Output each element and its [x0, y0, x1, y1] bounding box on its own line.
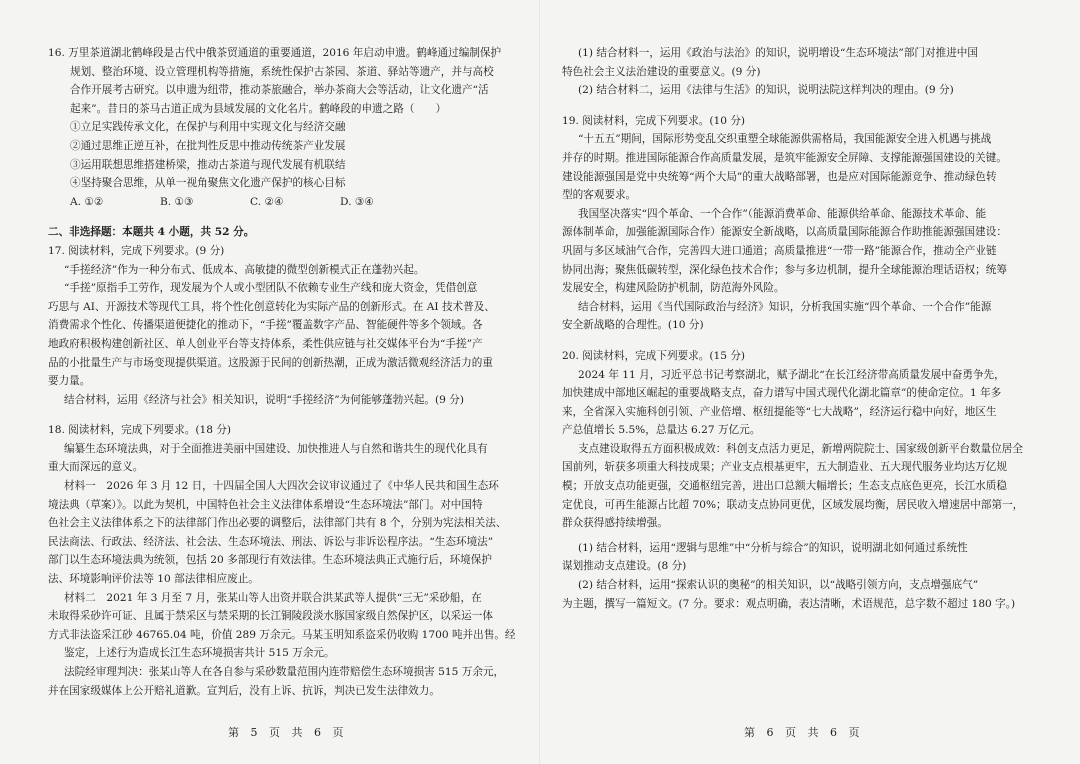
q20-sub-2: (2) 结合材料，运用“探索认识的奥秘”的相关知识，以“战略引领方向，支点增强底气”	[578, 579, 979, 592]
option-d: D. ③④	[340, 195, 374, 208]
q19-line: 我国坚决落实“四个革命、一个合作”（能源消费革命、能源供给革命、能源技术革命、能	[578, 207, 987, 220]
q17-line: 巧思与 AI、开源技术等现代工具，将个性化创意转化为实际产品的创新形式。在 AI 技术普及、	[48, 300, 495, 313]
q19-line: 建设能源强国是党中央统筹“两个大局”的重大战略部署，也是应对国际能源竞争、推动绿色转	[562, 170, 997, 183]
q19-line: 协同出海；聚焦低碳转型，深化绿色技术合作；参与多边机制，提升全球能源治理话语权；统筹	[562, 263, 1007, 276]
q20-line: 来，全省深入实施科创引领、产业倍增、枢纽提能等“七大战略”，经济运行稳中向好，地区生	[562, 405, 997, 418]
q16-line: 起来”。昔日的茶马古道正成为县域发展的文化名片。鹤峰段的申遗之路（ ）	[70, 102, 447, 115]
q19-line: 源体制革命，加强能源国际合作）能源安全新战略，以高质量国际能源合作助推能源强国建设：	[562, 226, 1007, 239]
option-c: C. ②④	[250, 195, 284, 208]
q20-line: 定优良，可再生能源占比超 70%；联动支点协同更优，区域发展均衡，居民收入增速居中部第一，	[562, 498, 1024, 511]
q17-line: “手搓”原指手工劳作，现发展为个人或小型团队不依赖专业生产线和庞大资金，凭借创意	[64, 282, 478, 295]
page-number-left: 第 5 页 共 6 页	[228, 726, 348, 739]
q18-line: 部门以生态环境法典为统领，包括 20 多部现行有效法律。生态环境法典正式施行后，环境保护	[48, 554, 492, 567]
q17-line: 消费需求个性化、传播渠道便捷化的推动下，“手搓”覆盖数字产品、智能硬件等多个领域。各	[48, 319, 483, 332]
q18-line: 编纂生态环境法典，对于全面推进美丽中国建设、加快推进人与自然和谐共生的现代化具有	[64, 442, 488, 455]
q19-line: 并存的时期。推进国际能源合作高质量发展，是筑牢能源安全屏障、支撑能源强国建设的关键。	[562, 151, 1007, 164]
q17-line: “手搓经济”作为一种分布式、低成本、高敏捷的微型创新模式正在蓬勃兴起。	[64, 263, 425, 276]
q16-options	[48, 193, 430, 212]
q19-heading: 19. 阅读材料，完成下列要求。(10 分)	[562, 114, 746, 127]
q20-line: 群众获得感持续增强。	[562, 517, 668, 530]
q16-statement: ④坚持聚合思维，从单一视角聚焦文化遗产保护的核心目标	[70, 177, 346, 190]
q18-line: 鉴定，上述行为造成长江生态环境损害共计 515 万余元。	[64, 647, 335, 660]
q20-line: 支点建设取得五方面积极成效：科创支点活力更足，新增两院院士、国家级创新平台数量位居全	[578, 442, 1023, 455]
q19-line: “十五五”期间，国际形势变乱交织重塑全球能源供需格局，我国能源安全进入机遇与挑战	[578, 133, 992, 146]
page-6	[540, 0, 1080, 764]
q17-heading: 17. 阅读材料，完成下列要求。(9 分)	[48, 244, 225, 257]
section-2-heading: 二、非选择题：本题共 4 小题，共 52 分。	[48, 226, 255, 239]
q16-statement: ①立足实践传承文化，在保护与利用中实现文化与经济交融	[70, 121, 346, 134]
q20-sub-1: (1) 结合材料，运用“逻辑与思维”中“分析与综合”的知识，说明湖北如何通过系统性	[578, 541, 968, 554]
option-a: A. ①②	[70, 195, 104, 208]
q17-line: 地政府积极构建创新社区、单人创业平台等支持体系，柔性供应链与社交媒体平台为“手搓”产	[48, 337, 483, 350]
question-18	[48, 421, 528, 700]
q17-line: 要力量。	[48, 375, 91, 388]
q18-line: 民法商法、行政法、经济法、社会法、生态环境法、刑法、诉讼与非诉讼程序法。“生态环境法”	[48, 535, 494, 548]
q18-line: 重大而深远的意义。	[48, 461, 144, 474]
question-18-subquestions	[562, 44, 1060, 100]
q18-sub-2: (2) 结合材料二，运用《法律与生活》的知识，说明法院这样判决的理由。(9 分)	[578, 84, 954, 97]
question-19	[562, 112, 1060, 335]
q18-line: 方式非法盗采江砂 46765.04 吨，价值 289 万余元。马某玉明知系盗采仍收购 1700 吨并出售。经	[48, 628, 516, 641]
q18-sub-1: (1) 结合材料一，运用《政治与法治》的知识，说明增设“生态环境法”部门对推进中国	[578, 47, 978, 59]
q20-line: 加快建成中部地区崛起的重要战略支点，奋力谱写中国式现代化湖北篇章”的使命定位。1 年多	[562, 387, 1002, 400]
q18-line: 未取得采砂许可证、且属于禁采区与禁采期的长江铜陵段淡水豚国家级自然保护区，以采运一体	[48, 610, 493, 623]
q18-sub-1-cont: 特色社会主义法治建设的重要意义。(9 分)	[562, 65, 761, 78]
q18-line: 法、环境影响评价法等 10 部法律相应废止。	[48, 573, 259, 586]
question-17	[48, 242, 528, 409]
question-16	[48, 44, 528, 211]
q19-prompt-cont: 安全新战略的合理性。(10 分)	[562, 319, 704, 332]
q19-line: 巩固与多区域油气合作，完善四大进口通道；高质量推进“一带一路”能源合作，推动全产业链	[562, 244, 997, 257]
page-number-right: 第 6 页 共 6 页	[744, 726, 864, 739]
q16-statement: ②通过思维正逆互补，在批判性反思中推动传统茶产业发展	[70, 139, 346, 152]
q20-line: 国前列，斩获多项重大科技成果；产业支点根基更牢，五大制造业、五大现代服务业均达万亿规	[562, 461, 1007, 474]
q16-line: 16. 万里茶道湖北鹤峰段是古代中俄茶贸通道的重要通道，2016 年启动申遗。鹤峰通过编制保护	[48, 47, 502, 59]
q17-line: 品的小批量生产与市场变现提供渠道。这股源于民间的创新热潮，正成为激活微观经济活力的重	[48, 356, 493, 369]
q20-sub-2-cont: 为主题，撰写一篇短文。(7 分。要求：观点明确，表达清晰，术语规范，总字数不超过 180 字。)	[562, 597, 1016, 610]
q18-material-2: 材料二 2021 年 3 月至 7 月，张某山等人出资并联合洪某武等人提供“三无”采砂船，在	[64, 591, 482, 604]
q18-line: 境法典（草案）》。以此为契机，中国特色社会主义法律体系增设“生态环境法”部门。对中国特	[48, 498, 483, 511]
q16-line: 合作开展考古研究。以申遗为纽带，推动茶旅融合，举办茶商大会等活动，让文化遗产“活	[70, 84, 489, 97]
q19-line: 型的客观要求。	[562, 189, 637, 202]
question-20	[562, 347, 1060, 613]
q20-sub-1-cont: 谋划推动支点建设。(8 分)	[562, 560, 687, 573]
q17-prompt: 结合材料，运用《经济与社会》相关知识，说明“手搓经济”为何能够蓬勃兴起。(9 分)	[64, 393, 464, 406]
q18-line: 色社会主义法律体系之下的法律部门作出必要的调整后，法律部门共有 8 个，分别为宪法相关法、	[48, 517, 507, 530]
q18-line: 并在国家级媒体上公开赔礼道歉。宣判后，没有上诉、抗诉，判决已发生法律效力。	[48, 684, 440, 697]
q20-heading: 20. 阅读材料，完成下列要求。(15 分)	[562, 349, 746, 362]
q19-prompt: 结合材料，运用《当代国际政治与经济》知识，分析我国实施“四个革命、一个合作”能源	[578, 300, 992, 313]
q20-line: 产总值增长 5.5%，总量达 6.27 万亿元。	[562, 424, 761, 437]
q20-line: 模；开放支点功能更强，交通枢纽完善，进出口总额大幅增长；生态支点底色更亮，长江水质稳	[562, 480, 1007, 493]
q18-heading: 18. 阅读材料，完成下列要求。(18 分)	[48, 424, 232, 437]
q19-line: 发展安全，构建风险防护机制，防范海外风险。	[562, 282, 785, 295]
q18-material-1: 材料一 2026 年 3 月 12 日，十四届全国人大四次会议审议通过了《中华人民共和国生态环	[64, 480, 499, 493]
q20-line: 2024 年 11 月，习近平总书记考察湖北，赋予湖北“在长江经济带高质量发展中奋勇争先，	[578, 368, 1005, 381]
option-b: B. ①③	[160, 195, 194, 208]
q16-statement: ③运用联想思维搭建桥梁，推动古茶道与现代发展有机联结	[70, 158, 346, 171]
q18-line: 法院经审理判决：张某山等人在各自参与采砂数量范围内连带赔偿生态环境损害 515 万余元，	[64, 666, 505, 678]
q16-line: 规划、整治环境、设立管理机构等措施，系统性保护古茶园、茶道、驿站等遗产，并与高校	[70, 65, 494, 78]
